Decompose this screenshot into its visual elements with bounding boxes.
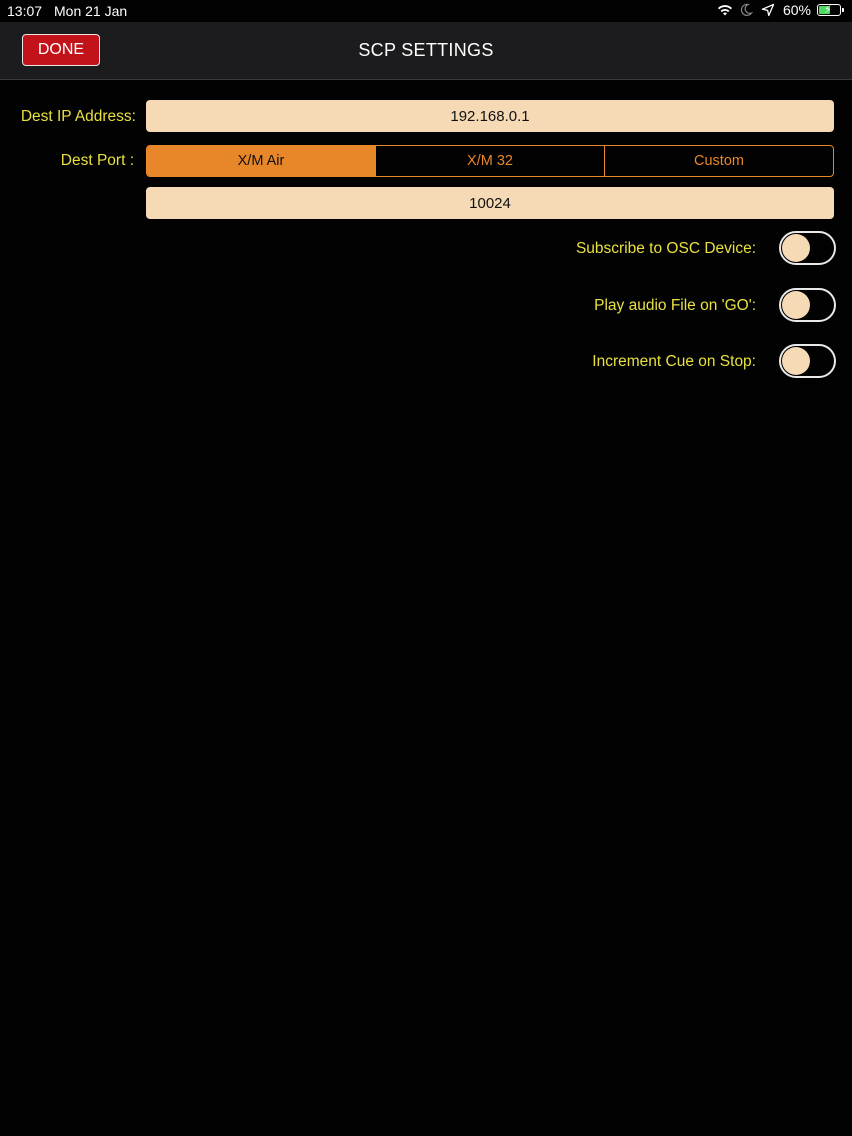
dest-ip-field[interactable]: 192.168.0.1 [146, 100, 834, 132]
toggle-knob [782, 234, 810, 262]
segment-xm-32[interactable]: X/M 32 [376, 146, 605, 176]
port-preset-segmented-control [146, 145, 834, 177]
status-date: Mon 21 Jan [54, 3, 128, 19]
dest-port-field[interactable]: 10024 [146, 187, 834, 219]
page-title: SCP SETTINGS [358, 40, 494, 60]
increment-cue-label: Increment Cue on Stop: [592, 353, 756, 370]
navigation-bar [0, 22, 852, 80]
subscribe-osc-label: Subscribe to OSC Device: [575, 240, 756, 257]
status-bar [0, 0, 852, 22]
subscribe-osc-toggle[interactable] [779, 231, 836, 265]
battery-charging-icon [817, 4, 841, 16]
location-arrow-icon [761, 3, 777, 17]
toggle-knob [782, 291, 810, 319]
status-indicators [717, 2, 844, 18]
segment-custom[interactable]: Custom [694, 153, 744, 169]
play-audio-label: Play audio File on 'GO': [594, 297, 756, 314]
play-audio-toggle[interactable] [779, 288, 836, 322]
segment-xm-air[interactable]: X/M Air [147, 146, 376, 176]
moon-icon [739, 3, 755, 17]
wifi-icon [717, 3, 733, 17]
done-button[interactable]: DONE [22, 34, 100, 66]
dest-ip-label: Dest IP Address: [20, 108, 136, 125]
charging-bolt-icon: ⚡ [824, 4, 832, 16]
status-time: 13:07 [7, 3, 43, 19]
dest-port-label: Dest Port : [60, 152, 134, 169]
increment-cue-toggle[interactable] [779, 344, 836, 378]
battery-percent: 60% [782, 2, 811, 18]
toggle-knob [782, 347, 810, 375]
